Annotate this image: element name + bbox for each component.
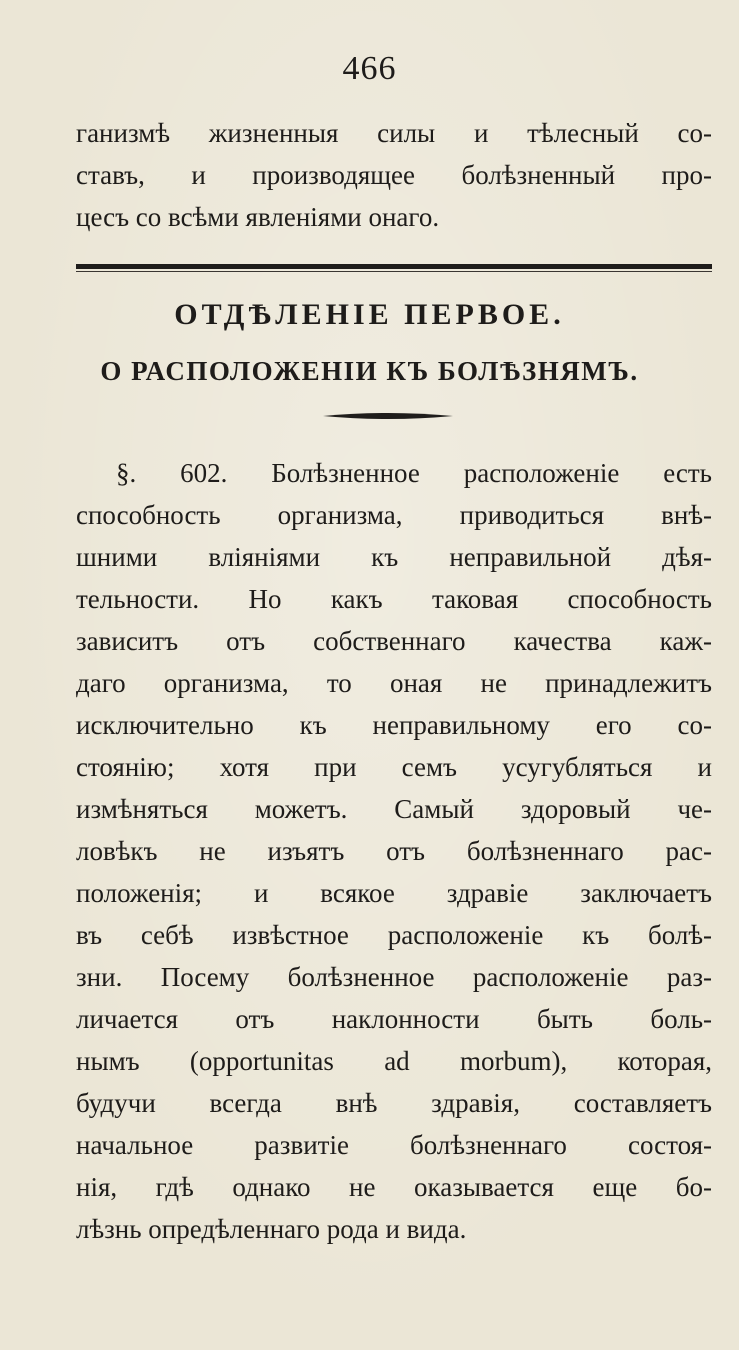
- section-subheading: О РАСПОЛОЖЕНІИ КЪ БОЛѢЗНЯМЪ.: [100, 356, 639, 386]
- text-line: зависитъ отъ собственнаго качества каж-: [76, 626, 712, 656]
- text-line: личается отъ наклонности быть боль-: [76, 1004, 712, 1034]
- text-line: будучи всегда внѣ здравія, составляетъ: [76, 1088, 712, 1118]
- divider-thin-line: [76, 271, 712, 272]
- text-line: ставъ, и производящее болѣзненный про-: [76, 160, 712, 190]
- text-line: нія, гдѣ однако не оказывается еще бо-: [76, 1172, 712, 1202]
- page-number: 466: [342, 50, 397, 87]
- paragraph-602: [76, 452, 712, 1250]
- carry-over-text: [76, 112, 712, 238]
- text-line: лѣзнь опредѣленнаго рода и вида.: [76, 1214, 467, 1244]
- text-line: стоянію; хотя при семъ усугубляться и: [76, 752, 712, 782]
- text-line: ловѣкъ не изъятъ отъ болѣзненнаго рас-: [76, 836, 712, 866]
- text-line: исключительно къ неправильному его со-: [76, 710, 712, 740]
- text-line: начальное развитіе болѣзненнаго состоя-: [76, 1130, 712, 1160]
- text-line: положенія; и всякое здравіе заключаетъ: [76, 878, 712, 908]
- text-line: тельности. Но какъ таковая способность: [76, 584, 712, 614]
- section-heading: ОТДѢЛЕНІЕ ПЕРВОЕ.: [174, 298, 565, 331]
- text-line: измѣняться можетъ. Самый здоровый че-: [76, 794, 712, 824]
- divider-thick-line: [76, 264, 712, 269]
- text-line: ганизмѣ жизненныя силы и тѣлесный со-: [76, 118, 712, 148]
- text-line: нымъ (opportunitas ad morbum), которая,: [76, 1046, 712, 1076]
- text-line: зни. Посему болѣзненное расположеніе раз-: [76, 962, 712, 992]
- text-line: способность организма, приводиться внѣ-: [76, 500, 712, 530]
- text-line: цесъ со всѣми явленіями онаго.: [76, 202, 440, 232]
- text-line: въ себѣ извѣстное расположеніе къ болѣ-: [76, 920, 712, 950]
- text-line: §. 602. Болѣзненное расположеніе есть: [116, 458, 712, 488]
- ornament-dash-icon: [323, 410, 453, 422]
- text-line: шними вліяніями къ неправильной дѣя-: [76, 542, 712, 572]
- text-line: даго организма, то оная не принадлежитъ: [76, 668, 712, 698]
- section-divider-rule: [76, 264, 712, 272]
